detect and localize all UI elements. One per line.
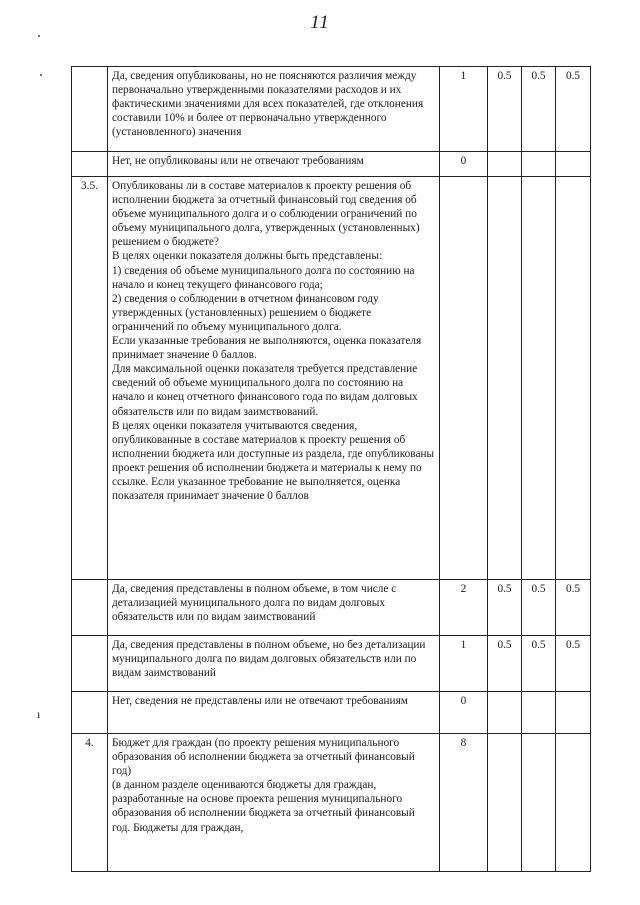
score-col-3: 0.5	[556, 580, 591, 636]
max-score	[440, 177, 488, 580]
score-col-3	[556, 152, 591, 177]
score-col-1	[488, 734, 522, 872]
score-col-2	[522, 152, 556, 177]
score-col-3	[556, 692, 591, 734]
score-col-1	[488, 177, 522, 580]
score-col-1: 0.5	[488, 580, 522, 636]
score-col-3	[556, 177, 591, 580]
score-col-2	[522, 692, 556, 734]
criterion-text: Да, сведения опубликованы, но не поясняются различия между первоначально утвержденными показателями расходов и их фактическими значениями для всех показателей, где отклонения составили 10% и более от первоначально утвержденного (установленного) значения	[108, 67, 440, 152]
row-number: 3.5.	[72, 177, 108, 580]
table-row	[72, 692, 591, 734]
table-row	[72, 177, 591, 580]
margin-mark: ı	[37, 707, 41, 721]
criterion-text: Да, сведения представлены в полном объеме, в том числе с детализацией муниципального долга по видам долговых обязательств или по видам заимствований	[108, 580, 440, 636]
row-number	[72, 636, 108, 692]
max-score: 8	[440, 734, 488, 872]
row-number	[72, 67, 108, 152]
table-row	[72, 580, 591, 636]
score-col-2: 0.5	[522, 580, 556, 636]
row-number	[72, 580, 108, 636]
scan-speck	[40, 74, 42, 76]
evaluation-table	[71, 66, 591, 872]
criterion-text: Нет, сведения не представлены или не отвечают требованиям	[108, 692, 440, 734]
score-col-2: 0.5	[522, 636, 556, 692]
row-number	[72, 692, 108, 734]
table-row	[72, 152, 591, 177]
scan-speck	[38, 35, 40, 37]
score-col-1	[488, 152, 522, 177]
row-number	[72, 152, 108, 177]
criterion-text: Да, сведения представлены в полном объеме, но без детализации муниципального долга по видам долговых обязательств или по видам заимствований	[108, 636, 440, 692]
row-number: 4.	[72, 734, 108, 872]
max-score: 0	[440, 152, 488, 177]
criterion-text: Опубликованы ли в составе материалов к проекту решения об исполнении бюджета за отчетный финансовый год сведения об объеме муниципального долга и о соблюдении ограничений по объему муниципального долга, утвержденных (установленных) решением о бюджете? В целях оценки показателя должны быть представлены: 1) сведения об объеме муниципального долга по состоянию на начало и конец текущего финансового года; 2) сведения о соблюдении в отчетном финансовом году утвержденных (установленных) решением о бюджете ограничений по объему муниципального долга. Если указанные требования не выполняются, оценка показателя принимает значение 0 баллов. Для максимальной оценки показателя требуется представление сведений об объеме муниципального долга по состоянию на начало и конец отчетного финансового года по видам долговых обязательств или по видам заимствований. В целях оценки показателя учитываются сведения, опубликованные в составе материалов к проекту решения об исполнении бюджета или доступные из раздела, где опубликованы проект решения об исполнении бюджета и материалы к нему по ссылке. Если указанное требование не выполняется, оценка показателя принимает значение 0 баллов	[108, 177, 440, 580]
score-col-2	[522, 177, 556, 580]
table-row	[72, 734, 591, 872]
score-col-3	[556, 734, 591, 872]
max-score: 2	[440, 580, 488, 636]
score-col-2	[522, 734, 556, 872]
score-col-1	[488, 692, 522, 734]
score-col-3: 0.5	[556, 636, 591, 692]
table-row	[72, 67, 591, 152]
score-col-1: 0.5	[488, 67, 522, 152]
score-col-3: 0.5	[556, 67, 591, 152]
score-col-2: 0.5	[522, 67, 556, 152]
max-score: 1	[440, 67, 488, 152]
page-number: 11	[310, 12, 330, 33]
criterion-text: Нет, не опубликованы или не отвечают требованиям	[108, 152, 440, 177]
max-score: 1	[440, 636, 488, 692]
criterion-text: Бюджет для граждан (по проекту решения муниципального образования об исполнении бюджета за отчетный финансовый год) (в данном разделе оцениваются бюджеты для граждан, разработанные на основе проекта решения муниципального образования об исполнении бюджета за отчетный финансовый год. Бюджеты для граждан,	[108, 734, 440, 872]
max-score: 0	[440, 692, 488, 734]
table-row	[72, 636, 591, 692]
score-col-1: 0.5	[488, 636, 522, 692]
